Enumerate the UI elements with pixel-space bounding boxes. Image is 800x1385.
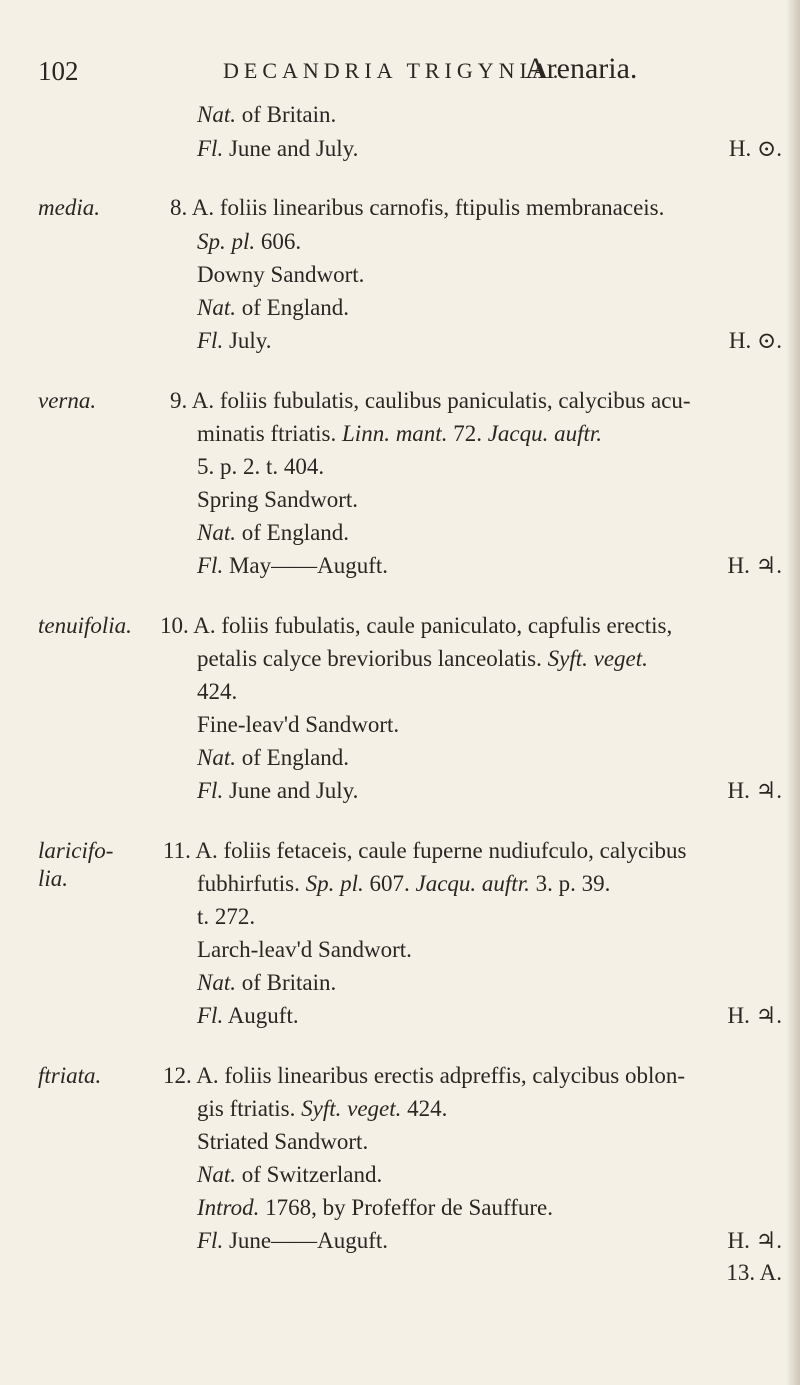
running-title: DECANDRIA TRIGYNIA.: [223, 58, 564, 83]
entry9-nat: Nat. of England.: [197, 520, 350, 545]
entry12-common: Striated Sandwort.: [197, 1129, 369, 1154]
entry10-desc-1: 10. A. foliis fubulatis, caule paniculato, capfulis erectis,: [160, 613, 673, 638]
entry10-common: Fine-leav'd Sandwort.: [197, 712, 400, 737]
entry11-common: Larch-leav'd Sandwort.: [197, 937, 412, 962]
entry12-fl: Fl. June——Auguft.: [197, 1228, 389, 1253]
entry10-desc-2: petalis calyce brevioribus lanceolatis. Syft. veget.: [197, 646, 648, 671]
page-edge: [786, 0, 800, 1385]
entry11-desc-1: 11. A. foliis fetaceis, caule fuperne nudiufculo, calycibus: [163, 838, 687, 863]
entry12-habit: H. ♃.: [727, 1228, 782, 1253]
page-number: 102: [38, 56, 79, 86]
margin-species-laricifolia-2: lia.: [38, 866, 69, 891]
entry9-desc-1: 9. A. foliis fubulatis, caulibus paniculatis, calycibus acu-: [170, 388, 691, 413]
entry9-desc-2: minatis ftriatis. Linn. mant. 72. Jacqu. auftr.: [197, 421, 603, 446]
entry9-habit: H. ♃.: [727, 553, 782, 578]
entry9-desc-3: 5. p. 2. t. 404.: [197, 454, 325, 479]
entry9-fl: Fl. May——Auguft.: [197, 553, 389, 578]
entry10-desc-3: 424.: [197, 679, 238, 704]
entry10-habit: H. ♃.: [727, 778, 782, 803]
top-habit: H. ⊙.: [728, 136, 782, 161]
entry11-desc-3: t. 272.: [197, 904, 256, 929]
entry12-intro: Introd. 1768, by Profeffor de Sauffure.: [197, 1195, 554, 1220]
genus-title: Arenaria.: [525, 52, 638, 85]
entry8-nat: Nat. of England.: [197, 295, 350, 320]
entry12-desc-1: 12. A. foliis linearibus erectis adpreffis, calycibus oblon-: [163, 1063, 686, 1088]
entry11-fl: Fl. Auguft.: [197, 1003, 299, 1028]
margin-species-striata: ftriata.: [38, 1063, 102, 1088]
entry8-fl: Fl. July.: [197, 328, 272, 353]
entry8-habit: H. ⊙.: [728, 328, 782, 353]
entry8-common: Downy Sandwort.: [197, 262, 365, 287]
margin-species-media: media.: [38, 195, 100, 220]
top-nat-line: Nat. of Britain.: [197, 102, 337, 127]
entry11-nat: Nat. of Britain.: [197, 970, 337, 995]
margin-species-laricifolia-1: laricifo-: [38, 838, 114, 863]
catchword: 13. A.: [726, 1260, 782, 1285]
entry8-desc: 8. A. foliis linearibus carnofis, ftipulis membranaceis.: [170, 195, 665, 220]
entry9-common: Spring Sandwort.: [197, 487, 358, 512]
entry12-nat: Nat. of Switzerland.: [197, 1162, 383, 1187]
entry12-desc-2: gis ftriatis. Syft. veget. 424.: [197, 1096, 448, 1121]
top-fl-line: Fl. June and July.: [197, 136, 359, 161]
margin-species-verna: verna.: [38, 388, 97, 413]
entry11-habit: H. ♃.: [727, 1003, 782, 1028]
entry8-ref: Sp. pl. 606.: [197, 229, 302, 254]
entry10-nat: Nat. of England.: [197, 745, 350, 770]
entry10-fl: Fl. June and July.: [197, 778, 359, 803]
margin-species-tenuifolia: tenuifolia.: [38, 613, 132, 638]
page-header: [38, 52, 778, 92]
entry11-desc-2: fubhirfutis. Sp. pl. 607. Jacqu. auftr. 3. p. 39.: [197, 871, 611, 896]
